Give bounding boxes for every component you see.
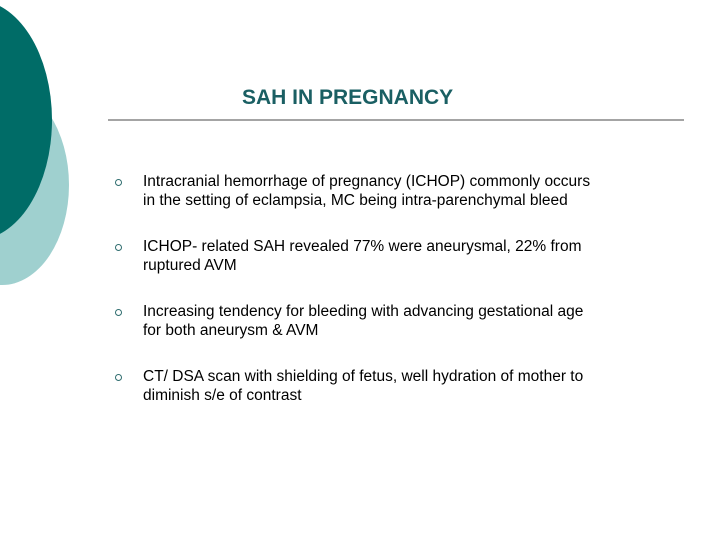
bullet-line: in the setting of eclampsia, MC being intra-parenchymal bleed xyxy=(143,192,568,209)
bullet-list xyxy=(112,172,672,432)
bullet-line: CT/ DSA scan with shielding of fetus, well hydration of mother to xyxy=(143,368,584,385)
hollow-circle-icon xyxy=(115,374,122,381)
bullet-line: for both aneurysm & AVM xyxy=(143,322,319,339)
bullet-line: Intracranial hemorrhage of pregnancy (ICHOP) commonly occurs xyxy=(143,173,591,190)
title-divider xyxy=(108,119,684,121)
bullet-line: ruptured AVM xyxy=(143,257,237,274)
bullet-item xyxy=(112,237,672,275)
bullet-line: Increasing tendency for bleeding with advancing gestational age xyxy=(143,303,584,320)
hollow-circle-icon xyxy=(115,179,122,186)
bullet-item xyxy=(112,302,672,340)
hollow-circle-icon xyxy=(115,244,122,251)
slide-title: SAH IN PREGNANCY xyxy=(242,86,454,109)
bullet-line: ICHOP- related SAH revealed 77% were aneurysmal, 22% from xyxy=(143,238,582,255)
hollow-circle-icon xyxy=(115,309,122,316)
bullet-item xyxy=(112,172,672,210)
bullet-line: diminish s/e of contrast xyxy=(143,387,302,404)
bullet-item xyxy=(112,367,672,405)
